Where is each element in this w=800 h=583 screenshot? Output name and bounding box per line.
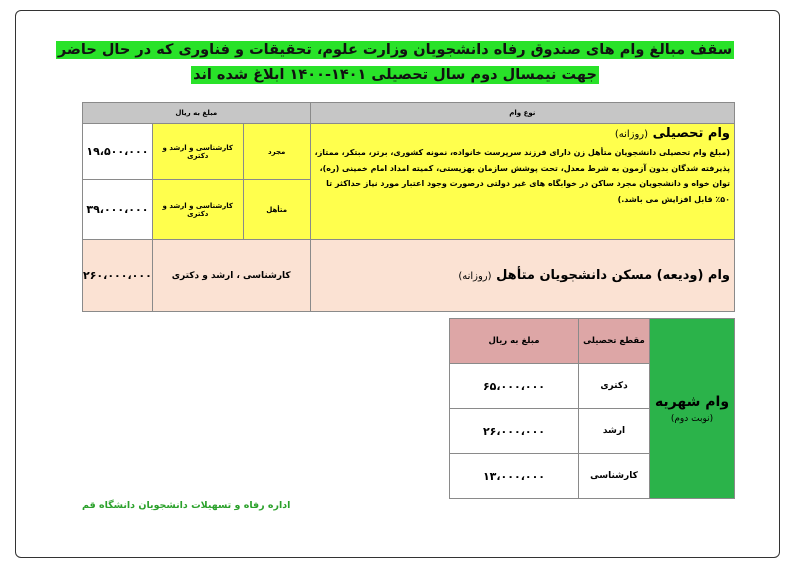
amount-doctorate: ۶۵،۰۰۰،۰۰۰: [450, 364, 579, 409]
level-masters: ارشد: [579, 409, 650, 454]
level-bachelors: کارشناسی: [579, 454, 650, 499]
dorm-loan-amount: ۲۶۰،۰۰۰،۰۰۰: [83, 240, 153, 312]
amount-married: ۳۹،۰۰۰،۰۰۰: [83, 180, 153, 240]
levels-married: کارشناسی و ارشد و دکتری: [152, 180, 243, 240]
header-loan-type: نوع وام: [310, 103, 734, 124]
level-doctorate: دکتری: [579, 364, 650, 409]
tuition-loan-title: وام شهریه: [654, 393, 730, 410]
amount-masters: ۲۶،۰۰۰،۰۰۰: [450, 409, 579, 454]
dorm-loan-title: [310, 240, 734, 312]
header-amount: مبلغ به ریال: [83, 103, 311, 124]
tuition-loan-note: (نوبت دوم): [670, 413, 714, 424]
page-title-text: سقف مبالغ وام های صندوق رفاه دانشجویان وزارت علوم، تحقیقات و فناوری که در حال حاضر جهت نیمسال دوم سال تحصیلی ۱۴۰۱-۱۴۰۰ ابلاغ شده اند: [57, 42, 733, 83]
header-amount-rial: مبلغ به ریال: [450, 319, 579, 364]
education-loan-cell: [310, 124, 734, 240]
dorm-loan-title-note: (روزانه): [458, 271, 492, 282]
amount-bachelors: ۱۳،۰۰۰،۰۰۰: [450, 454, 579, 499]
dorm-loan-title-text: وام (ودیعه) مسکن دانشجویان متأهل: [496, 268, 730, 283]
loan-table: [82, 102, 735, 312]
footer-office-name: اداره رفاه و تسهیلات دانشجویان دانشگاه قم: [82, 500, 291, 511]
dorm-loan-levels: کارشناسی ، ارشد و دکتری: [152, 240, 310, 312]
header-level: مقطع تحصیلی: [579, 319, 650, 364]
tuition-loan-side: [650, 319, 735, 499]
education-loan-title: [311, 124, 734, 145]
tuition-loan-table: [449, 318, 735, 499]
page-title: [40, 38, 750, 88]
levels-single: کارشناسی و ارشد و دکتری: [152, 124, 243, 180]
education-loan-title-note: (روزانه): [614, 129, 649, 140]
status-single: مجرد: [243, 124, 310, 180]
amount-single: ۱۹،۵۰۰،۰۰۰: [83, 124, 153, 180]
education-loan-title-text: وام تحصیلی: [652, 126, 730, 141]
status-married: متأهل: [243, 180, 310, 240]
education-loan-description: (مبلغ وام تحصیلی دانشجویان متأهل زن دارای فرزند سرپرست خانواده، نمونه کشوری، برتر، مبتکر، ممتاز، پذیرفته شدگان بدون آزمون به شرط معدل، تحت پوشش سازمان بهزیستی، کمیته امداد امام خمینی (ره)، توان خواه و دانشجویان مجرد ساکن در خوابگاه های غیر دولتی درصورت وجود اعتبار مورد نیاز حداکثر تا ۵۰٪ قابل افزایش می باشد.): [314, 148, 730, 204]
